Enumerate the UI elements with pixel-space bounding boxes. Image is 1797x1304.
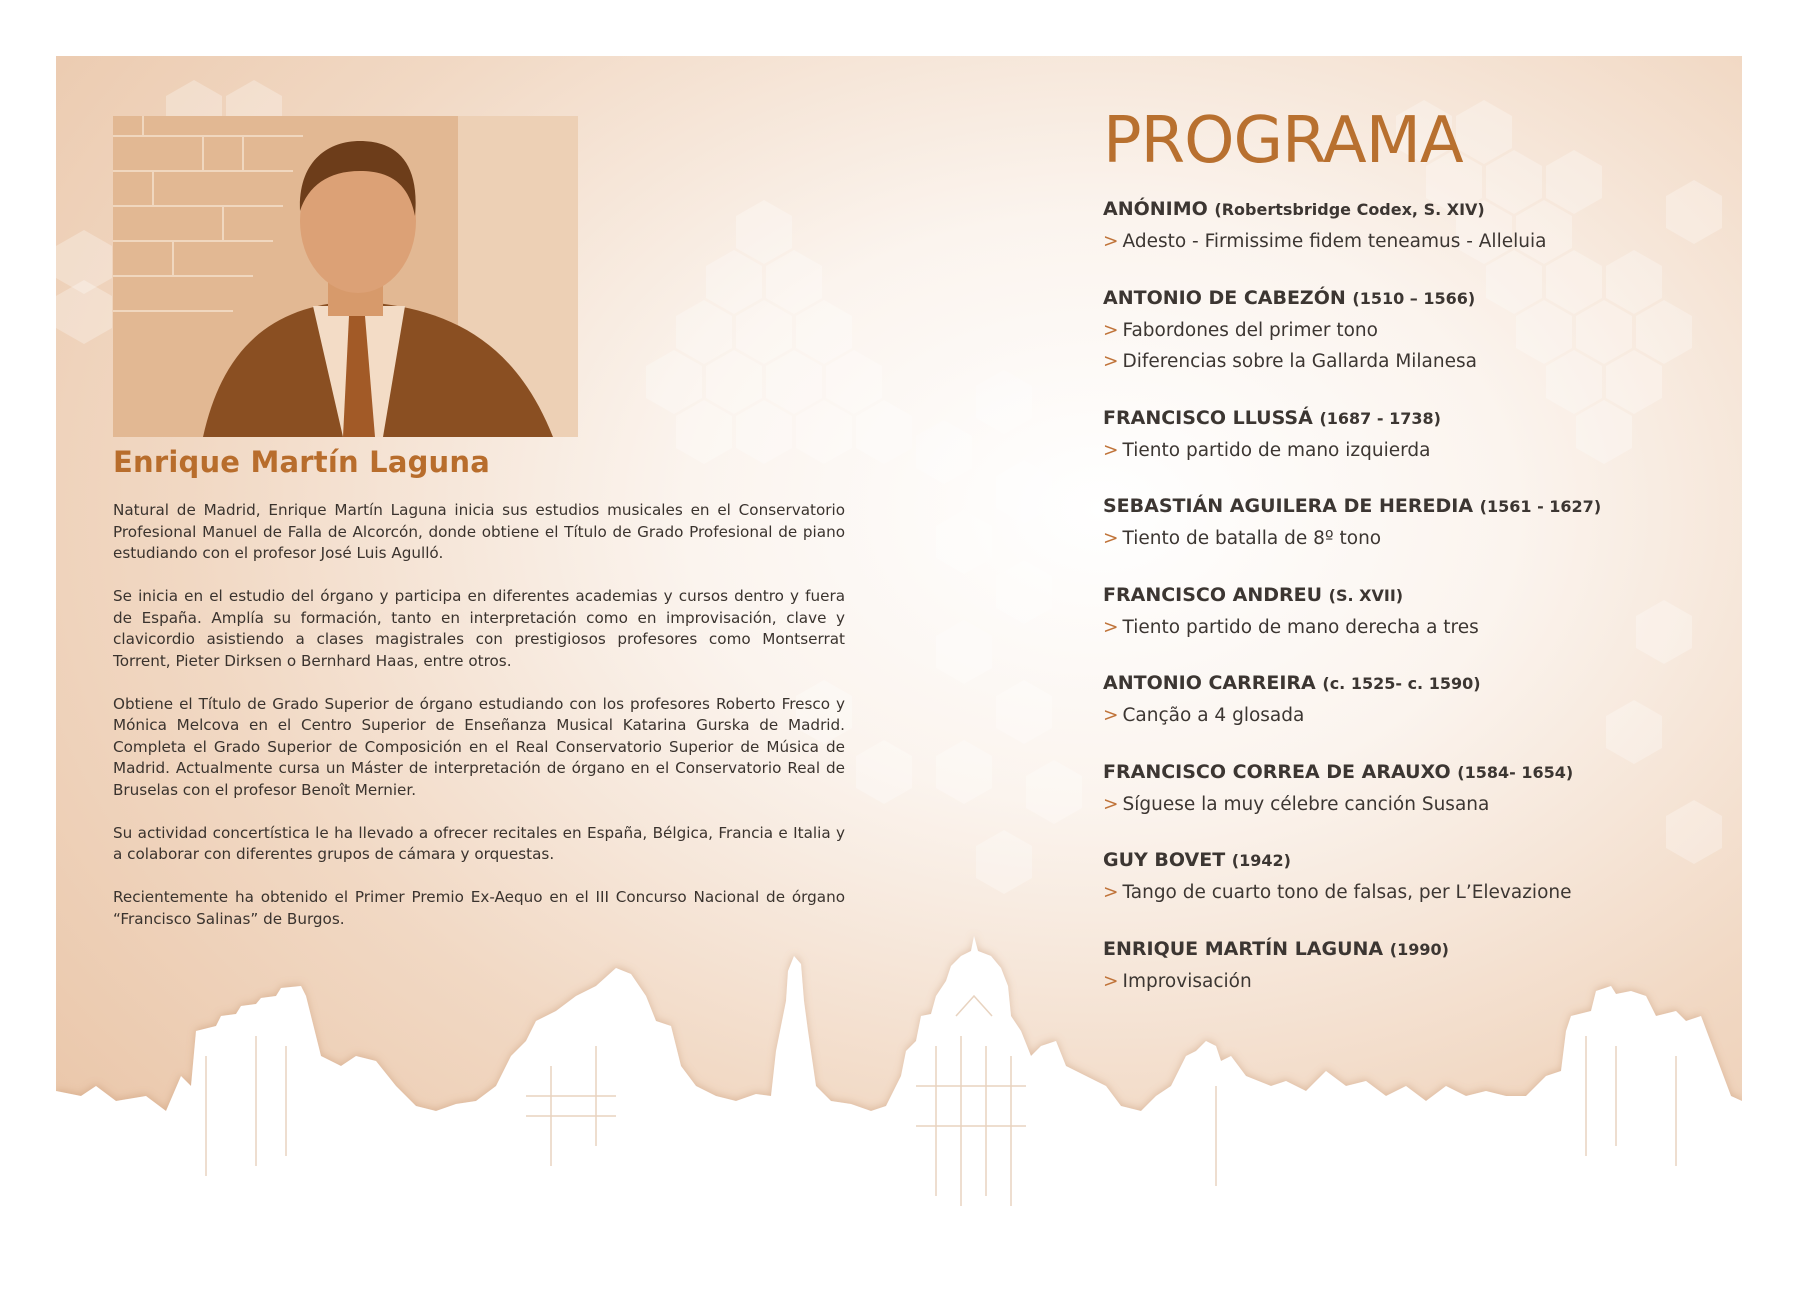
composer-name-text: FRANCISCO CORREA DE ARAUXO xyxy=(1103,760,1451,783)
composer-dates: (S. XVII) xyxy=(1328,585,1404,605)
work-title-text: Síguese la muy célebre canción Susana xyxy=(1122,793,1490,815)
biography-paragraph: Su actividad concertística le ha llevado a ofrecer recitales en España, Bélgica, Francia e Italia y a colaborar con diferentes grupos de cámara y orquestas. xyxy=(113,823,845,863)
bullet-arrow: > xyxy=(1103,231,1119,252)
composer-name-text: GUY BOVET xyxy=(1103,849,1226,871)
bullet-arrow: > xyxy=(1103,351,1119,372)
bullet-arrow: > xyxy=(1103,970,1119,992)
biography-paragraph: Obtiene el Título de Grado Superior de órgano estudiando con los profesores Roberto Fresco y Mónica Melcova en el Centro Superior de Enseñanza Musical Katarina Gurska de Madrid. Completa el Grado Superior de Composición en el Real Conservatorio Superior de Música de Madrid. Actualmente cursa un Máster de interpretación de órgano en el Conservatorio Real de Bruselas con el profesor Benoît Mernier. xyxy=(113,694,845,799)
composer-name-text: ANTONIO CARREIRA xyxy=(1103,672,1316,694)
composer-dates: (1584- 1654) xyxy=(1457,762,1574,782)
city-skyline-illustration xyxy=(56,56,1742,1250)
work-title-text: Tiento partido de mano derecha a tres xyxy=(1122,616,1479,638)
bullet-arrow: > xyxy=(1103,882,1119,903)
programa-title: PROGRAMA xyxy=(1103,104,1463,178)
work-title-text: Tango de cuarto tono de falsas, per L’Elevazione xyxy=(1122,882,1572,903)
biography-paragraph: Natural de Madrid, Enrique Martín Laguna inicia sus estudios musicales en el Conservatorio Profesional Manuel de Falla de Alcorcón, donde obtiene el Título de Grado Profesional de piano estudiando con el profesor José Luis Agulló. xyxy=(113,501,845,562)
composer-dates: (1561 - 1627) xyxy=(1479,497,1602,516)
composer-name-text: SEBASTIÁN AGUILERA DE HEREDIA xyxy=(1103,495,1474,517)
bullet-arrow: > xyxy=(1103,616,1119,638)
brochure-panel xyxy=(56,56,1742,1250)
work-title-text: Tiento partido de mano izquierda xyxy=(1122,439,1431,461)
composer-dates: (1990) xyxy=(1389,939,1449,959)
work-title-text: Canção a 4 glosada xyxy=(1122,705,1305,726)
composer-name-text: FRANCISCO LLUSSÁ xyxy=(1103,406,1313,429)
work-title-text: Adesto - Firmissime fidem teneamus - Alleluia xyxy=(1122,231,1547,252)
composer-name-text: FRANCISCO ANDREU xyxy=(1103,583,1323,606)
composer-name-text: ENRIQUE MARTÍN LAGUNA xyxy=(1103,937,1384,960)
bullet-arrow: > xyxy=(1103,319,1119,341)
composer-name-text: ANÓNIMO xyxy=(1103,198,1208,220)
composer-dates: (c. 1525- c. 1590) xyxy=(1322,674,1481,693)
composer-dates: (1510 – 1566) xyxy=(1352,288,1476,308)
work-title-text: Improvisación xyxy=(1122,970,1252,992)
composer-dates: (Robertsbridge Codex, S. XIV) xyxy=(1214,200,1485,219)
bullet-arrow: > xyxy=(1103,528,1119,549)
composer-name-text: ANTONIO DE CABEZÓN xyxy=(1103,286,1346,309)
bullet-arrow: > xyxy=(1103,439,1119,461)
biography-paragraph: Recientemente ha obtenido el Primer Premio Ex-Aequo en el III Concurso Nacional de órgano “Francisco Salinas” de Burgos. xyxy=(113,888,845,928)
work-title-text: Tiento de batalla de 8º tono xyxy=(1122,528,1382,549)
work-title-text: Diferencias sobre la Gallarda Milanesa xyxy=(1122,351,1477,372)
bullet-arrow: > xyxy=(1103,793,1119,815)
work-title-text: Fabordones del primer tono xyxy=(1122,319,1378,341)
composer-dates: (1687 - 1738) xyxy=(1319,408,1441,428)
composer-dates: (1942) xyxy=(1231,851,1291,870)
biography-paragraph: Se inicia en el estudio del órgano y participa en diferentes academias y cursos dentro y fuera de España. Amplía su formación, tanto en interpretación como en improvisación, clave y clavicordio asistiendo a clases magistrales con prestigiosos profesores como Montserrat Torrent, Pieter Dirksen o Bernhard Haas, entre otros. xyxy=(113,587,845,670)
bullet-arrow: > xyxy=(1103,705,1119,726)
performer-name: Enrique Martín Laguna xyxy=(113,445,491,479)
